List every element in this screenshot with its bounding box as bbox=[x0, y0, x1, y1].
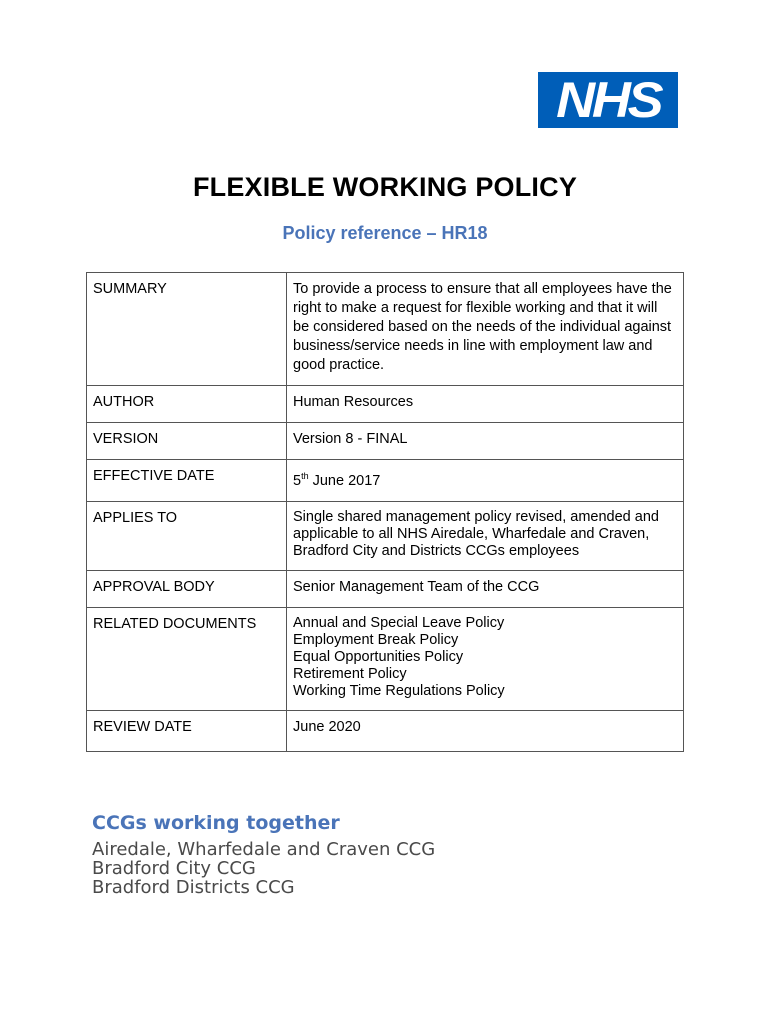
row-value-review-date: June 2020 bbox=[287, 710, 684, 751]
row-value-version: Version 8 - FINAL bbox=[287, 423, 684, 460]
ccg-name: Bradford City CCG bbox=[92, 858, 256, 879]
row-label: APPROVAL BODY bbox=[87, 570, 287, 607]
table-row-summary bbox=[87, 273, 684, 386]
nhs-logo bbox=[538, 72, 678, 128]
ccg-name: Bradford Districts CCG bbox=[92, 877, 295, 898]
table-row-effective-date bbox=[87, 460, 684, 502]
table-row-approval-body bbox=[87, 570, 684, 607]
row-value-approval-body: Senior Management Team of the CCG bbox=[287, 570, 684, 607]
row-value-summary: To provide a process to ensure that all employees have the right to make a request for flexible working and that it will be considered based on the needs of the individual against business/service needs in line with employment law and good practice. bbox=[287, 273, 684, 386]
table-row-review-date bbox=[87, 710, 684, 751]
table-row-author bbox=[87, 386, 684, 423]
row-value-author: Human Resources bbox=[287, 386, 684, 423]
row-label: AUTHOR bbox=[87, 386, 287, 423]
related-document-item: Equal Opportunities Policy bbox=[293, 648, 464, 665]
effective-day: 5 bbox=[293, 472, 302, 489]
row-label: APPLIES TO bbox=[87, 501, 287, 570]
related-document-item: Annual and Special Leave Policy bbox=[293, 614, 505, 631]
related-document-item: Retirement Policy bbox=[293, 665, 407, 682]
effective-day-suffix: th bbox=[301, 471, 309, 481]
row-label: REVIEW DATE bbox=[87, 710, 287, 751]
row-label: VERSION bbox=[87, 423, 287, 460]
table-row-related-documents bbox=[87, 607, 684, 710]
table-row-applies-to bbox=[87, 501, 684, 570]
row-value-effective-date bbox=[287, 460, 684, 502]
related-document-item: Employment Break Policy bbox=[293, 631, 459, 648]
document-title: FLEXIBLE WORKING POLICY bbox=[192, 172, 578, 202]
related-document-item: Working Time Regulations Policy bbox=[293, 682, 505, 699]
effective-month-year: June 2017 bbox=[308, 472, 381, 489]
table-row-version bbox=[87, 423, 684, 460]
policy-reference: Policy reference – HR18 bbox=[282, 223, 488, 243]
ccg-heading: CCGs working together bbox=[92, 812, 340, 834]
ccg-name: Airedale, Wharfedale and Craven CCG bbox=[92, 839, 436, 860]
row-value-related-documents bbox=[287, 607, 684, 710]
row-label: SUMMARY bbox=[87, 273, 287, 386]
row-value-applies-to: Single shared management policy revised, amended and applicable to all NHS Airedale, Wharfedale and Craven, Bradford City and Districts CCGs employees bbox=[287, 501, 684, 570]
nhs-logo-text: NHS bbox=[555, 72, 661, 128]
policy-info-table bbox=[86, 272, 684, 752]
row-label: RELATED DOCUMENTS bbox=[87, 607, 287, 710]
ccg-footer bbox=[92, 812, 435, 897]
row-label: EFFECTIVE DATE bbox=[87, 460, 287, 502]
